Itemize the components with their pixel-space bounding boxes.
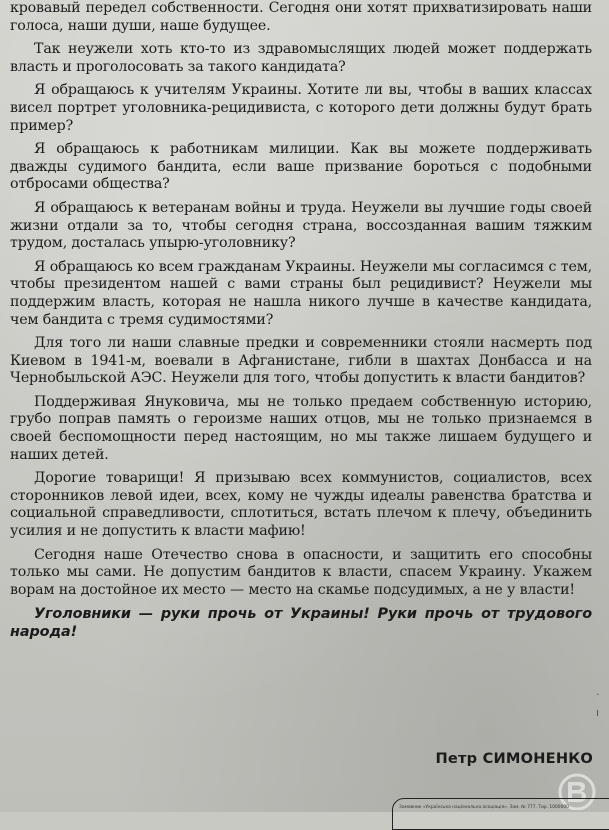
paragraph: Поддерживая Януковича, мы не только предаем собственную историю, грубо поправ память о героизме наших отцов, мы не только признаемся в своей беспомощности перед настоящим, но мы также лишаем будущего и наших детей. — [10, 393, 592, 463]
paragraph: Я обращаюсь к учителям Украины. Хотите ли вы, чтобы в ваших классах висел портрет уголовника-рецидивиста, с которого дети должны будут брать пример? — [10, 82, 592, 134]
paragraph: Так неужели хоть кто-то из здравомыслящих людей может поддержать власть и проголосовать за такого кандидата? — [10, 41, 592, 75]
edge-mark: · — [596, 688, 600, 701]
article-column — [10, 0, 592, 641]
paragraph: Я обращаюсь к работникам милиции. Как вы можете поддерживать дважды судимого бандита, если ваше призвание бороться с подобными отбросами общества? — [10, 141, 592, 193]
footer-imprint: Замовник «Українська національна асоціація». Зам. № 777. Тир. 1000000 — [399, 805, 569, 810]
paragraph: Дорогие товарищи! Я призываю всех коммунистов, социалистов, всех сторонников левой идеи, всех, кому не чужды идеалы равенства братства и социальной справедливости, сплотиться, встать плечом к плечу, объединить усилия и не допустить к власти мафию! — [10, 470, 592, 540]
paragraph: Для того ли наши славные предки и современники стояли насмерть под Киевом в 1941-м, воевали в Афганистане, гибли в шахтах Донбасса и на Чернобыльской АЭС. Неужели для того, чтобы допустить к власти бандитов? — [10, 335, 592, 387]
footer-imprint-box — [392, 798, 609, 830]
paragraph: Я обращаюсь к ветеранам войны и труда. Неужели вы лучшие годы своей жизни отдали за то, чтобы сегодня страна, воссозданная вашим тяжким трудом, досталась упырю-уголовнику? — [10, 199, 592, 252]
author-signature: Петр СИМОНЕНКО — [435, 750, 593, 767]
closing-slogan: Уголовники — руки прочь от Украины! Руки прочь от трудового народа! — [10, 606, 592, 641]
paragraph: Я обращаюсь ко всем гражданам Украины. Неужели мы согласимся с тем, чтобы президентом нашей с вами страны был рецидивист? Неужели мы поддержим власть, которая не нашла никого лучше в качестве кандидата, чем бандита с тремя судимостями? — [10, 258, 592, 328]
edge-mark: ı — [596, 706, 600, 719]
paragraph: Сегодня наше Отечество снова в опасности, и защитить его способны только мы сами. Не допустим бандитов к власти, спасем Украину. Укажем ворам на достойное их место — место на скамье подсудимых, а не у власти! — [10, 546, 592, 598]
paragraph: кровавый передел собственности. Сегодня они хотят прихватизировать наши голоса, наши души, наше будущее. — [10, 0, 592, 34]
